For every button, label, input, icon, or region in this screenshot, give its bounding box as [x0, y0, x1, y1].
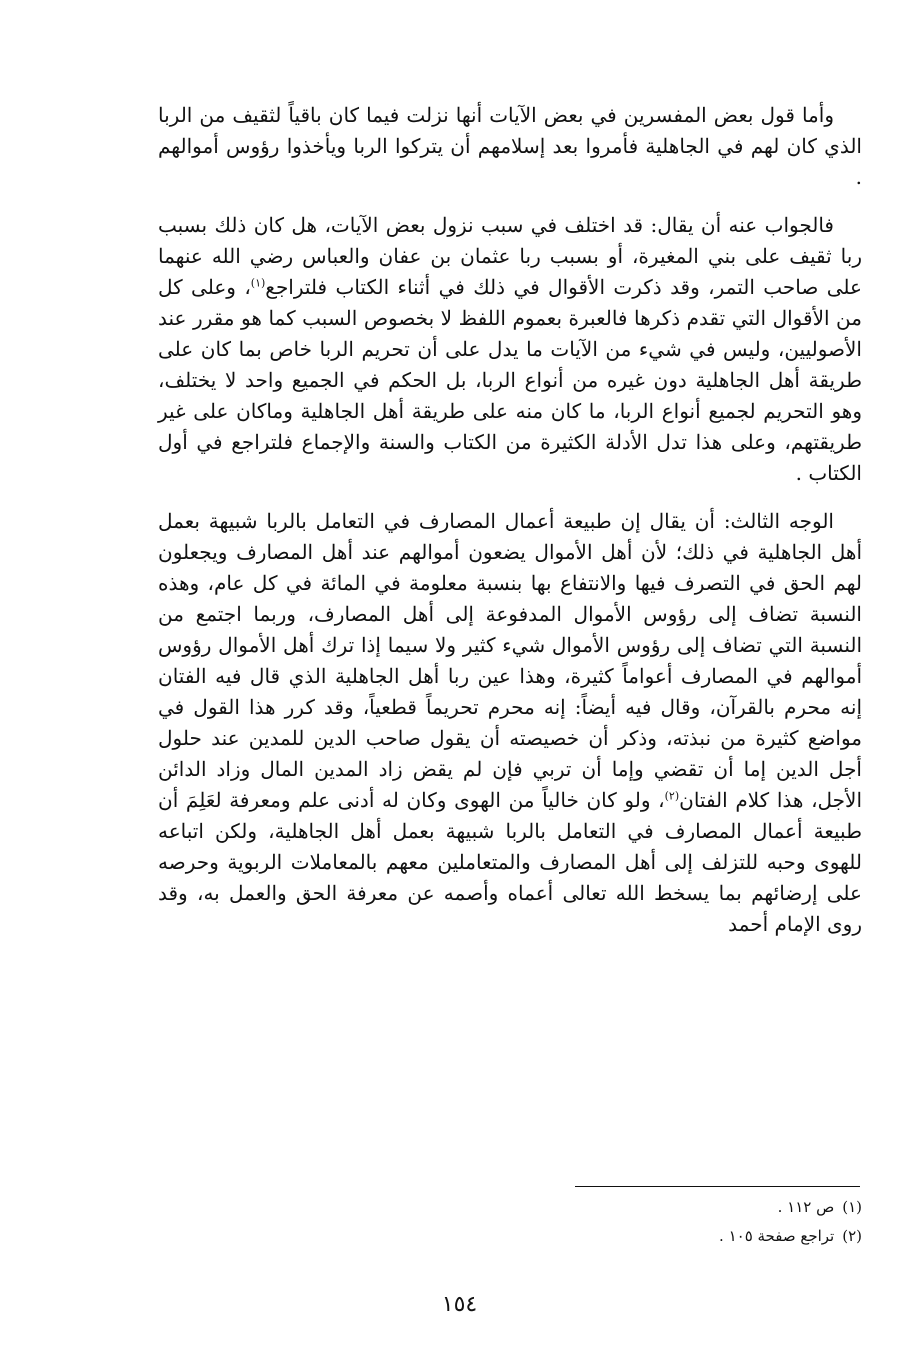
footnote-ref-1[interactable]: (١): [250, 276, 266, 290]
main-text: [158, 100, 862, 957]
paragraph-2: [158, 210, 862, 489]
paragraph-3: [158, 506, 862, 940]
paragraph-2-text: فالجواب عنه أن يقال: قد اختلف في سبب نزول بعض الآيات، هل كان ذلك بسبب ربا ثقيف على بني المغيرة، أو بسبب ربا عثمان بن عفان والعباس رضي الله عنهما على صاحب التمر، وقد ذكرت الأقوال في ذلك في أثناء الكتاب فلتراجع: [158, 213, 862, 299]
paragraph-3-text: الوجه الثالث: أن يقال إن طبيعة أعمال المصارف في التعامل بالربا شبيهة بعمل أهل الجاهلية في ذلك؛ لأن أهل الأموال يضعون أموالهم عند أهل المصارف ويجعلون لهم الحق في التصرف فيها والانتفاع بها بنسبة معلومة في المائة في كل عام، وهذه النسبة تضاف إلى رؤوس الأموال المدفوعة إلى أهل المصارف، وربما اجتمع من النسبة التي تضاف إلى رؤوس الأموال شيء كثير ولا سيما إذا ترك أهل الأموال رؤوس أموالهم في المصارف أعواماً كثيرة، وهذا عين ربا أهل الجاهلية الذي قال فيه الفتان إنه محرم بالقرآن، وقال فيه أيضاً: إنه محرم تحريماً قطعياً، وقد كرر هذا القول في مواضع كثيرة من نبذته، وذكر أن خصيصته أن يقول صاحب الدين للمدين عند حلول أجل الدين إما أن تقضي وإما أن تربي فإن لم يقض زاد المدين المال وزاد الدائن الأجل، هذا كلام الفتان: [158, 509, 862, 812]
footnote-1: [400, 1193, 862, 1222]
footnote-1-text: ص ١١٢ .: [777, 1198, 835, 1216]
footnote-2-text: تراجع صفحة ١٠٥ .: [719, 1227, 835, 1245]
paragraph-1: وأما قول بعض المفسرين في بعض الآيات أنها نزلت فيما كان باقياً لثقيف من الربا الذي كان لهم في الجاهلية فأمروا بعد إسلامهم أن يتركوا الربا ويأخذوا رؤوس أموالهم .: [158, 103, 862, 189]
paragraph-3-continued: ، ولو كان خالياً من الهوى وكان له أدنى علم ومعرفة لعَلِمَ أن طبيعة أعمال المصارف في التعامل بالربا شبيهة بعمل أهل الجاهلية، ولكن اتباعه للهوى وحبه للتزلف إلى أهل المصارف والمتعاملين معهم بالمعاملات الربوية وحرصه على إرضائهم بما يسخط الله تعالى أعماه وأصمه عن معرفة الحق والعمل به، وقد روى الإمام أحمد: [158, 788, 862, 936]
page-number: ١٥٤: [441, 1292, 478, 1317]
footnote-1-mark: (١): [842, 1198, 862, 1216]
footnote-2: [400, 1222, 862, 1251]
footnote-divider: [575, 1186, 860, 1187]
footnotes: [400, 1193, 862, 1251]
footnote-ref-2[interactable]: (٢): [664, 789, 680, 803]
paragraph-2-continued: ، وعلى كل من الأقوال التي تقدم ذكرها فالعبرة بعموم اللفظ لا بخصوص السبب كما هو مقرر عند الأصوليين، وليس في شيء من الآيات ما يدل على أن تحريم الربا خاص بما كان على طريقة أهل الجاهلية دون غيره من أنواع الربا، بل الحكم في الجميع واحد لا يختلف، وهو التحريم لجميع أنواع الربا، ما كان منه على طريقة أهل الجاهلية وماكان على غير طريقتهم، وعلى هذا تدل الأدلة الكثيرة من الكتاب والسنة والإجماع فلتراجع في أول الكتاب .: [158, 275, 862, 485]
footnote-2-mark: (٢): [842, 1227, 862, 1245]
